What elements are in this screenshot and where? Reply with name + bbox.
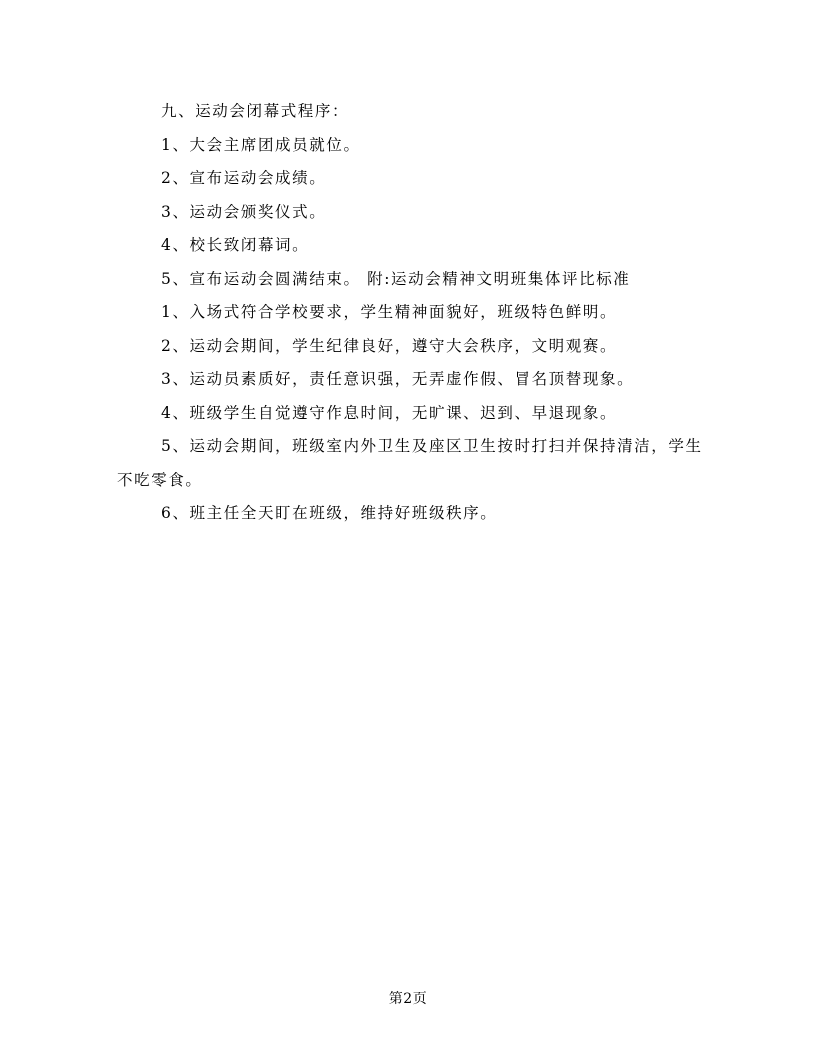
criteria-item: 4、班级学生自觉遵守作息时间，无旷课、迟到、早退现象。 <box>161 403 618 422</box>
criteria-item: 5、运动会期间，班级室内外卫生及座区卫生按时打扫并保持清洁，学生不吃零食。 <box>117 437 703 489</box>
criteria-item: 6、班主任全天盯在班级，维持好班级秩序。 <box>161 504 498 522</box>
document-body <box>117 95 707 531</box>
list-item: 5、宣布运动会圆满结束。 附:运动会精神文明班集体评比标准 <box>161 269 631 288</box>
criteria-item: 1、入场式符合学校要求，学生精神面貌好，班级特色鲜明。 <box>161 303 618 321</box>
section-heading-closing-ceremony: 九、运动会闭幕式程序： <box>161 102 350 120</box>
list-item: 1、大会主席团成员就位。 <box>161 135 361 154</box>
list-item: 2、宣布运动会成绩。 <box>161 169 327 187</box>
list-item: 3、运动会颁奖仪式。 <box>161 202 327 221</box>
criteria-item: 2、运动会期间，学生纪律良好，遵守大会秩序，文明观赛。 <box>161 336 618 355</box>
list-item: 4、校长致闭幕词。 <box>161 236 310 254</box>
page-number: 第2页 <box>388 991 428 1007</box>
criteria-item: 3、运动员素质好，责任意识强，无弄虚作假、冒名顶替现象。 <box>161 370 635 388</box>
